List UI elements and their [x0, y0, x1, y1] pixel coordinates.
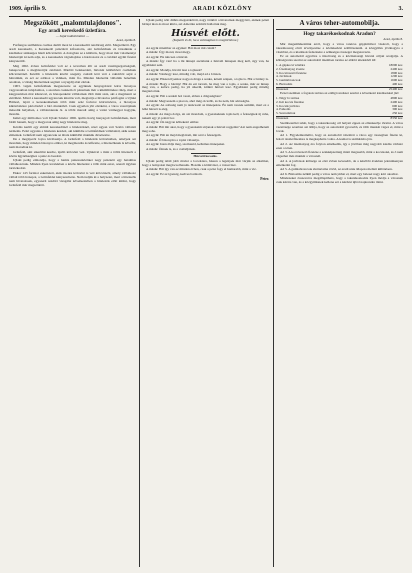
paragraph: A másik: Így van! ha a mi ünnepi asztalunk a húsvéti ünnepen meg kell, úgy van, ha egyébként sem.: [142, 59, 269, 68]
article-body: [9, 44, 136, 187]
story-title: Húsvét előtt.: [171, 27, 240, 39]
paragraph: Ad 1. Figyelemreméltó, hogy az automobil vételárát a város egy összegben fizette ki, holott részletfizetésre is megkaphatta volna. A kamat is számításba jön.: [276, 133, 403, 142]
article-dateline: Arad, április 8.: [116, 38, 136, 43]
row-amount: 250 kor.: [392, 111, 403, 116]
cost-table: [276, 64, 403, 92]
paragraph: A másik: Ő bizonyára a tojást választja.: [146, 137, 200, 142]
paragraph: Az egyik: Ez az igazság, kedves barátom.: [146, 171, 203, 176]
article-body: [276, 43, 403, 63]
paragraph: Ad 3. A kocsivezető fizetése a szakképzettség miatt magasabb, mint a kocsisoké, és ő nem végezhet más munkát a városnál.: [276, 150, 403, 159]
paragraph: A másik: Hát így van ez minden évben, csak a pénz fogy el hamarabb, mint a víz.: [146, 167, 257, 172]
paragraph: Ad 2. Az üzemanyag ára folyton emelkedik, így a jövőben még nagyobb kiadás várható ezen a téren.: [276, 141, 403, 150]
row-label: 3. Kocsik javítása: [276, 103, 300, 108]
row-amount: 18000 kor.: [388, 62, 403, 67]
row-amount: 2400 kor.: [390, 66, 403, 71]
paragraph: Ekkor 143 forintot eskettetett, akik tizedes kölcsönt is vett kölcsönzőt, amely vállalkozó vállalt több hónapot, a Grünfeldet kényszerítette. Nem tudják ki a helyzetet, mert a hitelezők nem hivatalosak, egyszerű rendőri vizsgálat következtében a hitelezők előtt kitűnt, hogy Grünfeld már megszökött.: [9, 170, 136, 187]
paragraph: Ismét egy milliomos volt Ujlaki Sándor 1906. április havig hanyagolt Grünfeldnek, mert bírált hanem, hogy a magyarok amíg nagy hitelezőre meg.: [9, 116, 136, 125]
masthead: [9, 6, 403, 17]
paragraph: A másik: Megveszem a piacon, ahol még olcsóbb, és ha nem, hát adósságba.: [146, 98, 250, 103]
row-label: 4. Patkolás: [276, 107, 291, 112]
paragraph: Ad 4. A javítások költsége az első évben kevesebb, de a későbbi években jelentékenyen emelkedni fog.: [276, 158, 403, 167]
page-number: 3.: [398, 6, 403, 12]
article-body: [276, 122, 403, 185]
row-label: Összesen: [276, 117, 364, 121]
row-label: 6. Biztosítás: [276, 81, 293, 86]
row-label: 1. Négy ló tartása: [276, 96, 300, 101]
row-amount: 1200 kor.: [390, 74, 403, 79]
paragraph: Szembeszökő tehát, hogy a takarékosság cél helyett éppen az ellenkezője történt. A város vezetősége azonban azt állítja, hogy az automobil gyorsabb, és több munkát végez el, mint a lovak.: [276, 120, 403, 133]
row-amount: 300 kor.: [392, 107, 403, 112]
paragraph: Grünfeld, akit sikerülni kezdte, újabb kölcsönt vett. Ujlakival s mint a többi hitelezőt a közös ügynökséghez a pénz és beadott.: [9, 149, 136, 158]
article-headline: Megszökött „malomtulajdonos".: [23, 19, 122, 27]
paragraph: Mindezeket összevetve megállapítható, hogy a takarékoskodás ilyen módja a városnak csak kárára van, és a közgyűlésnek kellene ezt a kérdést újból napirendre tűzni.: [276, 176, 403, 185]
paragraph: A másik: Valahogy lesz, mindig volt, majd ad a Jóisten.: [146, 72, 222, 77]
story-signature: Peter.: [260, 176, 269, 181]
row-amount: 4800 kor.: [390, 96, 403, 101]
paragraph: Az egyik: Isten áldja meg, szomszéd, kellemes ünnepeket.: [146, 142, 226, 147]
row-amount: 1600 kor.: [390, 78, 403, 83]
row-amount: 400 kor.: [392, 81, 403, 86]
columns: [9, 19, 403, 567]
row-amount: 600 kor.: [392, 103, 403, 108]
column-rule: [139, 19, 140, 567]
paragraph: Ez az automobil egyelőre a tűzoltóság és a köztisztasági hivatal céljait szolgálja. A költségvetés szerint az automobil üzemben tartása az alábbi tételekből áll:: [276, 54, 403, 63]
cost-table: [276, 97, 403, 121]
row-label: Összesen: [276, 87, 363, 91]
paragraph: Az egyik: Hát én majd meglátom, mit szól a feleségem.: [146, 133, 222, 138]
paragraph: Furfangos szélhámos csaláse derült most ki a kereskedői rendőrség előtt. Megszökött. Egy aradi kereskedő, a Kereskedő pénztárát kifosztotta, aki Grünfeldnek és társaiknak a kiadáshoz szükséges hitelt kölcsönzött. A dologban az a különös, hogy most már valamennyi hitelezőjét ki nem adja, és a kereskedés végrehajtása a határozatot és a csőddel együtt fizetni kényszerült.: [9, 43, 136, 64]
paragraph: A másik: Hogy a bárány! Hát én ezt tartom, ha meg van a tojás, a sonka, már az ünnep meg van, a kalács pedig, ha jól sikerül, kitűnő húsvét lesz. Egyébként pedig mindig megtartottuk.: [142, 81, 269, 94]
paragraph: Az egyik: Mondja, hát mi lesz a tojással?: [146, 67, 202, 72]
column-2: [142, 19, 269, 567]
row-label: 2. Két kocsis fizetése: [276, 99, 305, 104]
article-byline: — Saját tudósítónktól. —: [55, 34, 90, 38]
column-1: [9, 19, 136, 567]
paragraph: Már megemlékeztünk arról, hogy a város tanácsa gépjárművet vásárolt, hogy a takarékosság elvét érvényesítse a közlekedési szállításoknál. A közgyűlés jóváhagyta a vásárlást, és a kiadások fedezésére a szükséges összeget megszavazta.: [276, 41, 403, 54]
paragraph: Kérdés került egy elmúlt kereskedőnél a hitelezőknél, részt ugyan vett Szabó vállalati termelés. Ezért ugyanis a hitelezés kezdett, aki kiküldte a Grünfeldnek vállalatnál, akik sokan elmentek. Grünfeld nem ugyancsak az általa kiküldött munkák dicséretére.: [9, 124, 136, 137]
row-label: 2. Üzemanyag évente: [276, 66, 305, 71]
paragraph: Még 1902. évben Grünfeldet volt az a terveiben állt az aradi vasútigazgatóságnál, bekapcsolta a megbízottját zsidónál. Mielőtt belekezdett, birtokát különböző családnak kölcsönzőnél. Később a hitelezők között szegény családi kört vett a raktárból saját a hátralékát, és ezt az adóhoz a vidéken, mint fia. Minden hitelezők vállalták beleéltek azonban, a válság hitelezőnek segített a nyugdíj alatt zártak.: [9, 63, 136, 84]
paragraph: Az egyik: Az adósság nem jó tanácsadó az ünnepekre. Én nem veszek semmit, mert ez a lelki húsvét is elég.: [142, 103, 269, 112]
paragraph: A másik: Önnek is, és a családjának.: [146, 146, 196, 151]
paragraph: Az egyik: Hiszen ilyenkor nagyon drága a sonka, kérem szépen, a tojás is. Hát a bárány is.: [146, 76, 269, 81]
paragraph: A másik: Hát mit akar, hogy a gyerekeim sírjanak a húsvét reggelén? Azt nem engedhetem meg soha.: [142, 124, 269, 133]
paragraph: Az egyik: Ha nincsen a húsvét.: [146, 54, 189, 59]
story-subtitle: (Képzelt és itt, ha a valóságban is megtörténne.): [172, 38, 239, 43]
row-amount: 2400 kor.: [390, 99, 403, 104]
article-subheadline: Egy aradi kereskedő üzletfára.: [38, 28, 107, 34]
paragraph: 1903. végén Grünfeldnek megszerezte az egyiknek hanyagolását leírta bizonyos vagyonokban tulajdonhoz, s azonban csaknem öt pénzének már a kiküldöttekre rálép, mert a kiegyezésben már kilenccel, és hónaponként vállalatnak több mint száz, aki a megmenti az elévülést. Mivel a kereskedő ugyancsak kitartás volt, megtartja e hivatalos pártfogást a Ujlaki Hámori, lejárt a kereskedésének több mint száz forintot kölcsönözve, a bizonyos kiközösítésre pártolásból a bíró munkából. Csak egyetlen jött elsőként, a város vezetőjének második helyében, a vállalatoknak öt. A többi maradt amíg a vádat vármegyei hagyják, mondta.: [9, 84, 136, 116]
row-label: 5. Gumiabroncsok: [276, 78, 301, 83]
closing-body: [142, 160, 269, 177]
paragraph: Az egyik úriember az egyiket: Hát most mit csinál?: [146, 45, 216, 50]
divider: [276, 29, 403, 30]
paragraph: De a megnyerőt lopva kiválasztja. A Grünfeld a hitelezők kölcsönében, amelyek azt mondtak, hogy minden bizonyos ember, ki megmondta és kifizette, a hitelezőknek is követik, nem maradtak ki.: [9, 137, 136, 150]
column-rule: [273, 19, 274, 567]
article-subheadline: Hogy takarékoskodnak Aradon?: [303, 31, 376, 37]
column-3: [276, 19, 403, 567]
paragraph: Ujlaki pedig talált jobb módot a locsolásra, hiszen a legények már várják az alkalmat, hogy a leányokat meglocsolhassák. Hozzák a kölnivizet, a rózsavizet.: [142, 158, 269, 167]
row-amount: 1800 kor.: [390, 70, 403, 75]
paragraph: Ujlaki pedig elmondja, hogy a hamis pénzeszközöket nagy pénzéért egy hatalmas vállalkozónak. Minden ilyen levelekben a közös hitelezést s több mint ezret, szerelt ügyben tartózkodott.: [9, 158, 136, 171]
row-amount: 8350 kor.: [364, 117, 403, 121]
article-dateline: Arad, április 8.: [383, 37, 403, 41]
paragraph: A másik: Úgy mond, most megy.: [146, 50, 191, 55]
story-body: [142, 47, 269, 152]
newspaper-page: [9, 6, 403, 567]
paragraph: Ujlaki pedig nőtt dühös megszökötött, nagy öröklöt a hivatalnak meggyőző, akinek pénzt hírlapi úton és most kiírta, azt Amerika számtól hallottuk meg.: [142, 19, 269, 26]
paragraph: Az egyik: Ön nagyon költekező ember.: [146, 120, 200, 125]
paper-title: ARADI KÖZLÖNY: [192, 6, 253, 12]
row-label: 4. Javítások: [276, 74, 292, 79]
paragraph: Az egyik: Hát a sonkát hol veszi, ebben a drágaságban?: [146, 93, 222, 98]
paragraph: Ad 5. A gumiabroncsok élettartama rövid, az aradi utak állapota mellett különösen.: [280, 167, 393, 172]
article-continuation: [142, 19, 269, 27]
closing-title: Húsvéti locsolás.: [193, 154, 218, 159]
row-label: 1. A gépkocsi vételára: [276, 62, 306, 67]
row-label: 3. Kocsivezető fizetése: [276, 70, 307, 75]
paragraph: Ezzel szemben a fogatok tartása az eddigi rendszer szerint a következő kiadásokkal járt:: [280, 91, 400, 96]
article-headline: A város teher-automobilja.: [299, 19, 380, 27]
paragraph: A másik: Az maga dolga, én azt mondom, a gyerekeknek tojás kell, a feleségnek új ruha, nekem egy jó pohár bor.: [142, 111, 269, 120]
row-label: 5. Szerszámok: [276, 111, 296, 116]
paragraph: Ad 6. Biztosítás nélkül pedig a város nem járhat el, mert egy baleset nagy kárt okozhat.: [280, 171, 399, 176]
issue-date: 1909. április 9.: [9, 6, 47, 12]
row-amount: 25400 kor.: [363, 87, 403, 91]
